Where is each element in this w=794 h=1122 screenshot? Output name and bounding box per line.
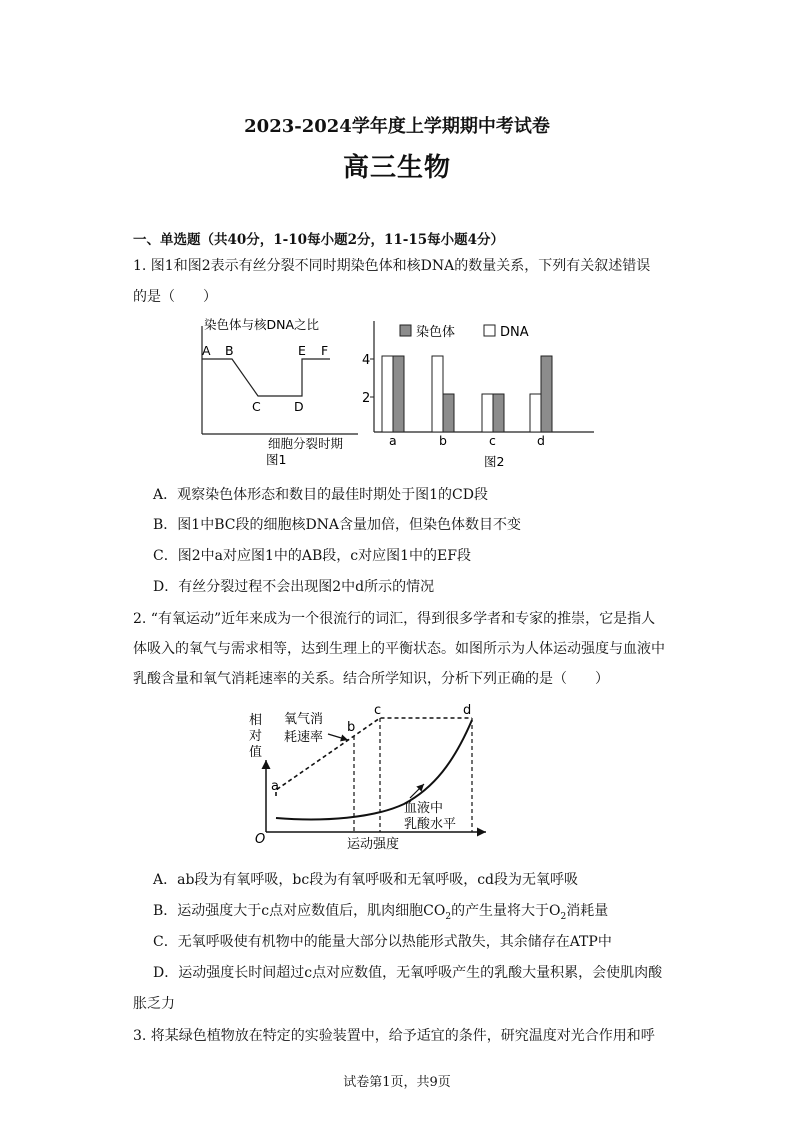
fig1-ratio-line	[202, 359, 330, 396]
legend-label-chromosome: 染色体	[416, 325, 456, 340]
fig2-category-b: b	[439, 433, 447, 448]
q2-stem-line3: 乳酸含量和氧气消耗速率的关系。结合所学知识，分析下列正确的是（ ）	[133, 671, 609, 687]
bar-chromosome-a	[393, 356, 404, 432]
section-heading: 一、单选题（共40分，1-10每小题2分，11-15每小题4分）	[133, 232, 505, 248]
exercise-ylabel-2: 对	[249, 729, 263, 744]
subject-title: 高三生物	[342, 153, 451, 183]
bar-chromosome-b	[443, 394, 454, 432]
fig1-point-c: C	[252, 399, 261, 414]
exercise-origin: O	[255, 832, 266, 847]
point-a-label: a	[271, 779, 279, 794]
fig1-point-e: E	[298, 343, 306, 358]
exercise-xlabel: 运动强度	[347, 837, 400, 852]
o2-label-line1: 氧气消	[284, 712, 324, 727]
lactate-label-line1: 血液中	[404, 801, 444, 816]
fig1-point-d: D	[294, 399, 304, 414]
bar-chromosome-c	[493, 394, 504, 432]
o2-subscript: 2	[560, 911, 567, 922]
fig1-point-a: A	[202, 343, 211, 358]
q2-option-b-part2: 的产生量将大于O	[451, 903, 561, 919]
q1-stem-line1: 1. 图1和图2表示有丝分裂不同时期染色体和核DNA的数量关系，下列有关叙述错误	[133, 258, 651, 274]
fig1-point-f: F	[321, 343, 329, 358]
o2-label-line2: 耗速率	[284, 730, 324, 745]
q2-option-d-line2: 胀乏力	[133, 996, 175, 1012]
q1-option-b[interactable]: B．图1中BC段的细胞核DNA含量加倍，但染色体数目不变	[153, 517, 522, 533]
q2-option-d-line1[interactable]: D．运动强度长时间超过c点对应数值，无氧呼吸产生的乳酸大量积累，会使肌肉酸	[153, 965, 663, 981]
page-footer: 试卷第1页，共9页	[343, 1075, 451, 1090]
o2-label-arrow	[328, 734, 348, 740]
q2-option-a[interactable]: A．ab段为有氧呼吸，bc段为有氧呼吸和无氧呼吸，cd段为无氧呼吸	[153, 872, 579, 888]
fig2-bars	[382, 356, 552, 432]
point-d-label: d	[463, 703, 472, 718]
fig1-xlabel: 细胞分裂时期	[268, 436, 344, 451]
exam-title: 2023-2024学年度上学期期中考试卷	[244, 116, 550, 137]
fig1-ylabel: 染色体与核DNA之比	[204, 317, 320, 332]
co2-subscript: 2	[445, 911, 452, 922]
fig1-caption: 图1	[266, 452, 287, 467]
fig2-category-labels	[389, 433, 545, 448]
bar-dna-b	[432, 356, 443, 432]
fig2-ytick-4: 4	[362, 353, 371, 368]
point-b-label: b	[347, 720, 356, 735]
fig2-caption: 图2	[484, 454, 505, 469]
q2-stem-line1: 2. “有氧运动”近年来成为一个很流行的词汇，得到很多学者和专家的推崇，它是指人	[133, 611, 656, 627]
legend-label-dna: DNA	[500, 325, 529, 340]
point-c-label: c	[374, 703, 382, 718]
fig2-category-a: a	[389, 433, 397, 448]
fig1-point-b: B	[225, 343, 234, 358]
q2-option-b[interactable]	[153, 900, 608, 922]
q1-stem-line2: 的是（ ）	[133, 289, 217, 305]
fig2-ytick-2: 2	[362, 391, 371, 406]
bar-chromosome-d	[541, 356, 552, 432]
figure-1	[198, 314, 364, 474]
figure-2	[360, 316, 600, 474]
lactate-label-line2: 乳酸水平	[404, 817, 457, 832]
q3-stem-line1: 3. 将某绿色植物放在特定的实验装置中，给予适宜的条件，研究温度对光合作用和呼	[133, 1028, 655, 1044]
q2-option-b-part1: B．运动强度大于c点对应数值后，肌肉细胞CO	[153, 903, 446, 919]
q1-option-d[interactable]: D．有丝分裂过程不会出现图2中d所示的情况	[153, 579, 435, 595]
exercise-ylabel-1: 相	[249, 713, 263, 728]
bar-dna-c	[482, 394, 493, 432]
q2-option-c[interactable]: C．无氧呼吸使有机物中的能量大部分以热能形式散失，其余储存在ATP中	[153, 934, 612, 950]
bar-dna-a	[382, 356, 393, 432]
exercise-figure	[244, 700, 494, 856]
bar-dna-d	[530, 394, 541, 432]
q1-option-c[interactable]: C．图2中a对应图1中的AB段，c对应图1中的EF段	[153, 548, 471, 564]
q2-stem-line2: 体吸入的氧气与需求相等，达到生理上的平衡状态。如图所示为人体运动强度与血液中	[133, 641, 665, 657]
fig2-category-c: c	[489, 433, 496, 448]
q2-option-b-part3: 消耗量	[566, 903, 609, 919]
legend-swatch-dna	[484, 325, 495, 336]
fig2-category-d: d	[537, 433, 545, 448]
legend-swatch-chromosome	[400, 325, 411, 336]
exercise-ylabel-3: 值	[249, 745, 263, 760]
q1-option-a[interactable]: A．观察染色体形态和数目的最佳时期处于图1的CD段	[153, 487, 488, 503]
